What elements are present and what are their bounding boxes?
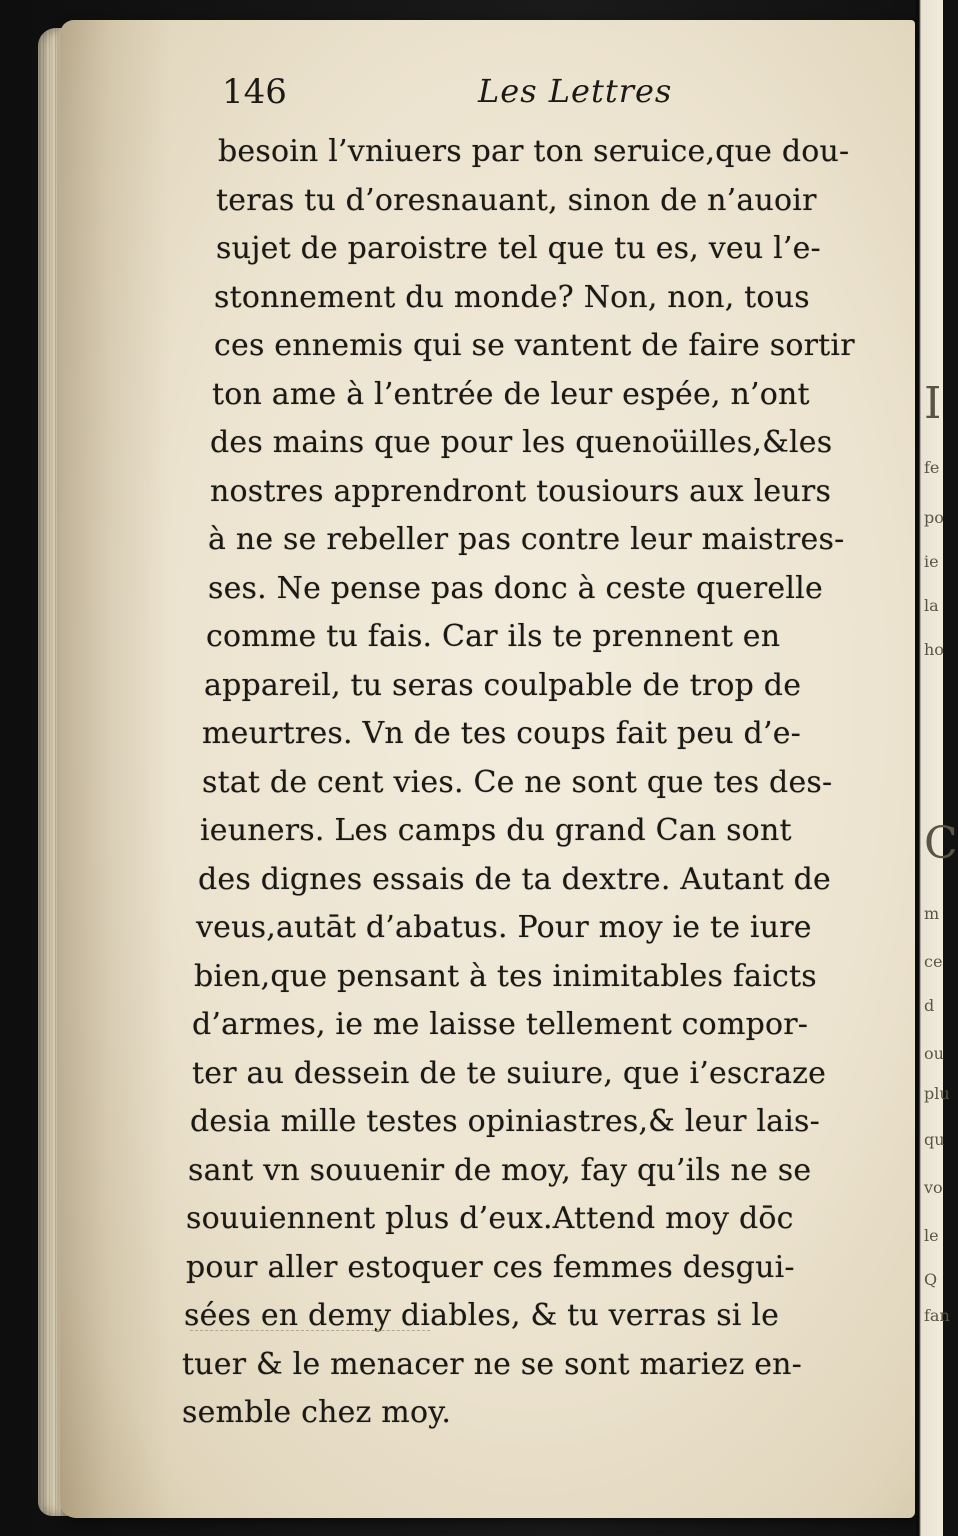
text-line: souuiennent plus d’eux.Attend moy dōc [186, 1201, 794, 1236]
adjacent-fragment: vo [924, 1178, 943, 1197]
text-line: stat de cent vies. Ce ne sont que tes des- [202, 764, 833, 800]
running-title: Les Lettres [478, 72, 673, 110]
text-line: tuer & le menacer ne se sont mariez en- [182, 1346, 803, 1382]
text-line: ter au dessein de te suiure, que i’escraze [192, 1055, 827, 1091]
text-line: sées en demy diables, & tu verras si le [184, 1298, 780, 1333]
adjacent-fragment: ou [924, 1044, 944, 1063]
page-number: 146 [222, 72, 287, 112]
adjacent-fragment: Q [924, 1270, 938, 1289]
adjacent-fragment: fe [924, 458, 940, 477]
text-line: ses. Ne pense pas donc à ceste querelle [208, 570, 823, 606]
text-line: desia mille testes opiniastres,& leur lais- [190, 1104, 820, 1139]
adjacent-fragment: I [924, 378, 942, 429]
adjacent-fragment: plu [924, 1084, 950, 1103]
text-line: stonnement du monde? Non, non, tous [214, 279, 810, 315]
text-line: sujet de paroistre tel que tu es, veu l’e- [216, 231, 821, 266]
text-line: nostres apprendront tousiours aux leurs [210, 473, 832, 509]
adjacent-fragment: la [924, 596, 939, 615]
adjacent-fragment: le [924, 1226, 939, 1245]
text-line: des dignes essais de ta dextre. Autant de [198, 861, 831, 897]
text-line: veus,autāt d’abatus. Pour moy ie te iure [196, 910, 812, 945]
adjacent-fragment: m [924, 904, 940, 923]
text-line: appareil, tu seras coulpable de trop de [204, 667, 802, 703]
text-line: besoin l’vniuers par ton seruice,que dou- [218, 134, 850, 169]
text-line: d’armes, ie me laisse tellement compor- [192, 1007, 809, 1042]
text-line: ton ame à l’entrée de leur espée, n’ont [212, 376, 810, 412]
text-line: meurtres. Vn de tes coups fait peu d’e- [202, 716, 801, 751]
adjacent-fragment: qu [924, 1130, 945, 1149]
text-line: ces ennemis qui se vantent de faire sortir [214, 328, 855, 363]
text-line: ieuners. Les camps du grand Can sont [200, 813, 792, 848]
gutter-shadow [60, 20, 170, 1518]
text-line: à ne se rebeller pas contre leur maistres- [208, 522, 845, 557]
body-text [180, 128, 870, 1438]
text-line: teras tu d’oresnauant, sinon de n’auoir [216, 182, 817, 218]
text-line: comme tu fais. Car ils te prennent en [206, 619, 781, 654]
text-line: bien,que pensant à tes inimitables faicts [194, 958, 817, 994]
adjacent-fragment: ho [924, 640, 944, 659]
adjacent-fragment: ce [924, 952, 943, 971]
text-line: semble chez moy. [182, 1395, 452, 1430]
adjacent-fragment: C [924, 818, 958, 869]
text-line: pour aller estoquer ces femmes desgui- [186, 1249, 795, 1285]
text-line: sant vn souuenir de moy, fay qu’ils ne se [188, 1152, 812, 1188]
adjacent-fragment: fan [924, 1306, 950, 1325]
adjacent-fragment: d [924, 996, 935, 1015]
adjacent-fragment: po [924, 508, 944, 527]
text-line: des mains que pour les quenoüilles,&les [210, 425, 833, 460]
show-through-rule [190, 1330, 430, 1331]
adjacent-fragment: ie [924, 552, 939, 571]
